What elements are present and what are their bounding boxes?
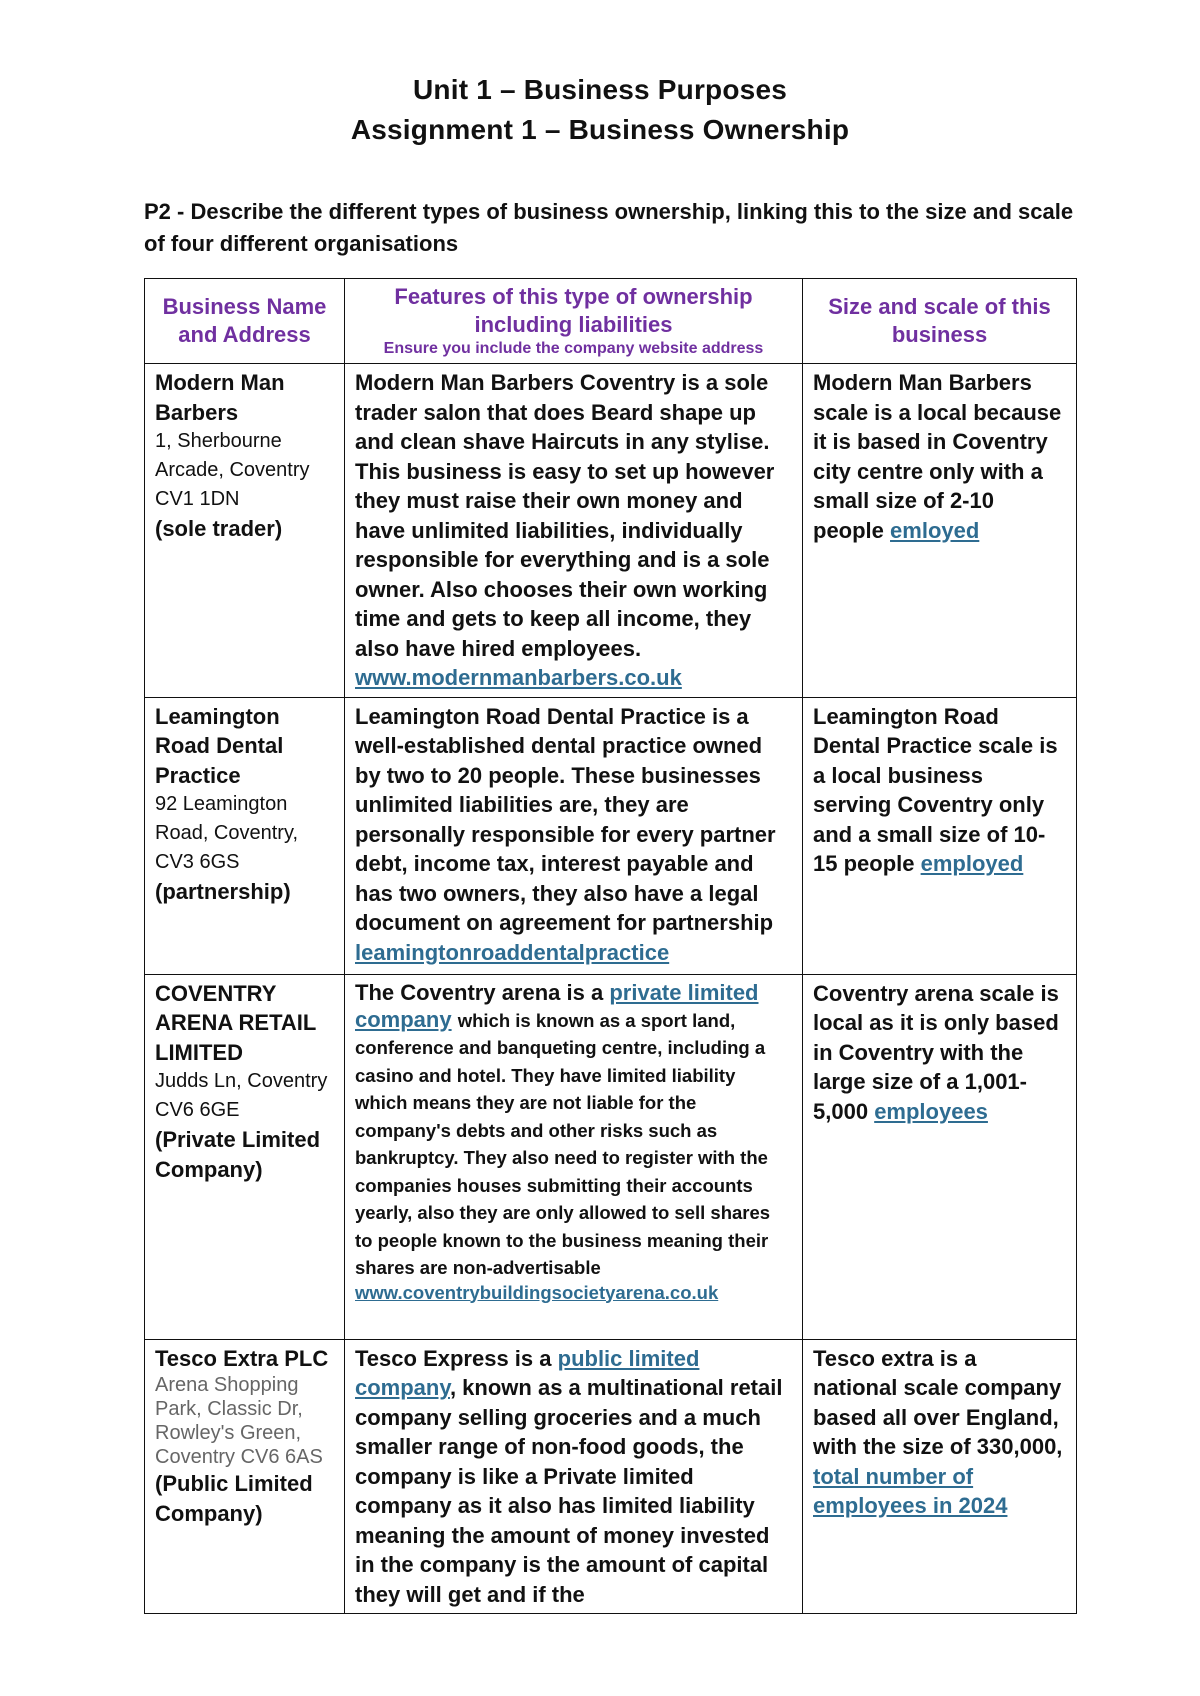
business-name: Modern Man Barbers — [155, 370, 285, 425]
ownership-type: (sole trader) — [155, 516, 283, 541]
size-text: Leamington Road Dental Practice scale is a local business serving Coventry only and a small size of 10-15 people — [813, 703, 1058, 876]
header-features — [345, 279, 803, 364]
business-cell — [145, 1339, 345, 1614]
table-row — [145, 364, 1077, 698]
features-cell — [345, 974, 803, 1339]
business-address: Judds Ln, Coventry CV6 6GE — [155, 1070, 328, 1121]
business-name: Leamington Road Dental Practice — [155, 703, 284, 788]
size-source-link[interactable]: total number of employees in 2024 — [813, 1463, 1008, 1518]
ownership-type-link[interactable]: private limited company — [355, 979, 759, 1032]
features-intro: Tesco Express is a — [355, 1345, 552, 1371]
business-name: COVENTRY ARENA RETAIL LIMITED — [155, 980, 316, 1065]
size-source-link[interactable]: employed — [920, 851, 1024, 876]
table-row — [145, 697, 1077, 974]
ownership-type: (Public Limited Company) — [155, 1471, 313, 1526]
business-cell — [145, 974, 345, 1339]
document-subtitle: Assignment 1 – Business Ownership — [350, 114, 850, 145]
website-link[interactable]: www.coventrybuildingsocietyarena.co.uk — [355, 1281, 719, 1303]
business-address: 1, Sherbourne Arcade, Coventry CV1 1DN — [155, 430, 310, 510]
header-features-label: Features of this type of ownership including liabilities — [394, 284, 753, 337]
ownership-type-link[interactable]: public limited company — [355, 1345, 700, 1400]
table-row — [145, 1339, 1077, 1614]
table-row — [145, 974, 1077, 1339]
features-cell — [345, 697, 803, 974]
size-source-link[interactable]: employees — [874, 1098, 988, 1124]
features-text: Modern Man Barbers Coventry is a sole trader salon that does Beard shape up and clean shave Haircuts in any stylise. This business is easy to set up however they must raise their own money and have unlimited liabilities, individually responsible for everything and is a sole owner. Also chooses their own working time and gets to keep all income, they also have hired employees. — [355, 370, 775, 661]
size-text: Modern Man Barbers scale is a local because it is based in Coventry city centre only with a small size of 2-10 people — [813, 370, 1062, 543]
features-text: Leamington Road Dental Practice is a well-established dental practice owned by two to 20 people. These businesses unlimited liabilities are, they are personally responsible for every partner debt, income tax, interest payable and has two owners, they also have a legal document on agreement for partnership — [355, 703, 776, 935]
size-cell — [803, 1339, 1077, 1614]
website-link[interactable]: www.modernmanbarbers.co.uk — [355, 665, 682, 690]
business-address: 92 Leamington Road, Coventry, CV3 6GS — [155, 793, 299, 873]
document-title: Unit 1 – Business Purposes — [413, 74, 787, 105]
size-cell — [803, 974, 1077, 1339]
task-description: P2 - Describe the different types of business ownership, linking this to the size and scale of four different organisations — [144, 199, 1074, 256]
features-cell — [345, 1339, 803, 1614]
table-header-row — [145, 279, 1077, 364]
ownership-table — [144, 278, 1077, 1614]
business-address: Arena Shopping Park, Classic Dr, Rowley's Green, Coventry CV6 6AS — [155, 1374, 323, 1468]
size-text: Tesco extra is a national scale company based all over England, with the size of 330,000, — [813, 1345, 1063, 1459]
header-features-note: Ensure you include the company website address — [383, 340, 764, 357]
features-intro: The Coventry arena is a — [355, 979, 604, 1005]
size-cell — [803, 697, 1077, 974]
header-size-scale: Size and scale of this business — [803, 279, 1077, 364]
ownership-type: (partnership) — [155, 879, 291, 904]
size-cell — [803, 364, 1077, 698]
size-text: Coventry arena scale is local as it is only based in Coventry with the large size of a 1,001-5,000 — [813, 980, 1059, 1124]
size-source-link[interactable]: emloyed — [890, 517, 980, 543]
business-cell — [145, 364, 345, 698]
business-cell — [145, 697, 345, 974]
header-business-name: Business Name and Address — [145, 279, 345, 364]
ownership-type: (Private Limited Company) — [155, 1127, 321, 1182]
features-cell — [345, 364, 803, 698]
features-text: , known as a multinational retail company selling groceries and a much smaller range of non-food goods, the company is like a Private limited company as it also has limited liability meaning the amount of money invested in the company is the amount of capital they will get and if the — [355, 1375, 783, 1607]
website-link[interactable]: leamingtonroaddentalpractice — [355, 939, 670, 965]
business-name: Tesco Extra PLC — [155, 1345, 329, 1371]
features-text: which is known as a sport land, conference and banqueting centre, including a casino and hotel. They have limited liability which means they are not liable for the company's debts and other risks such as bankruptcy. They also need to register with the companies houses submitting their accounts yearly, also they are only allowed to sell shares to people known to the business meaning their shares are non-advertisable — [355, 1009, 771, 1278]
